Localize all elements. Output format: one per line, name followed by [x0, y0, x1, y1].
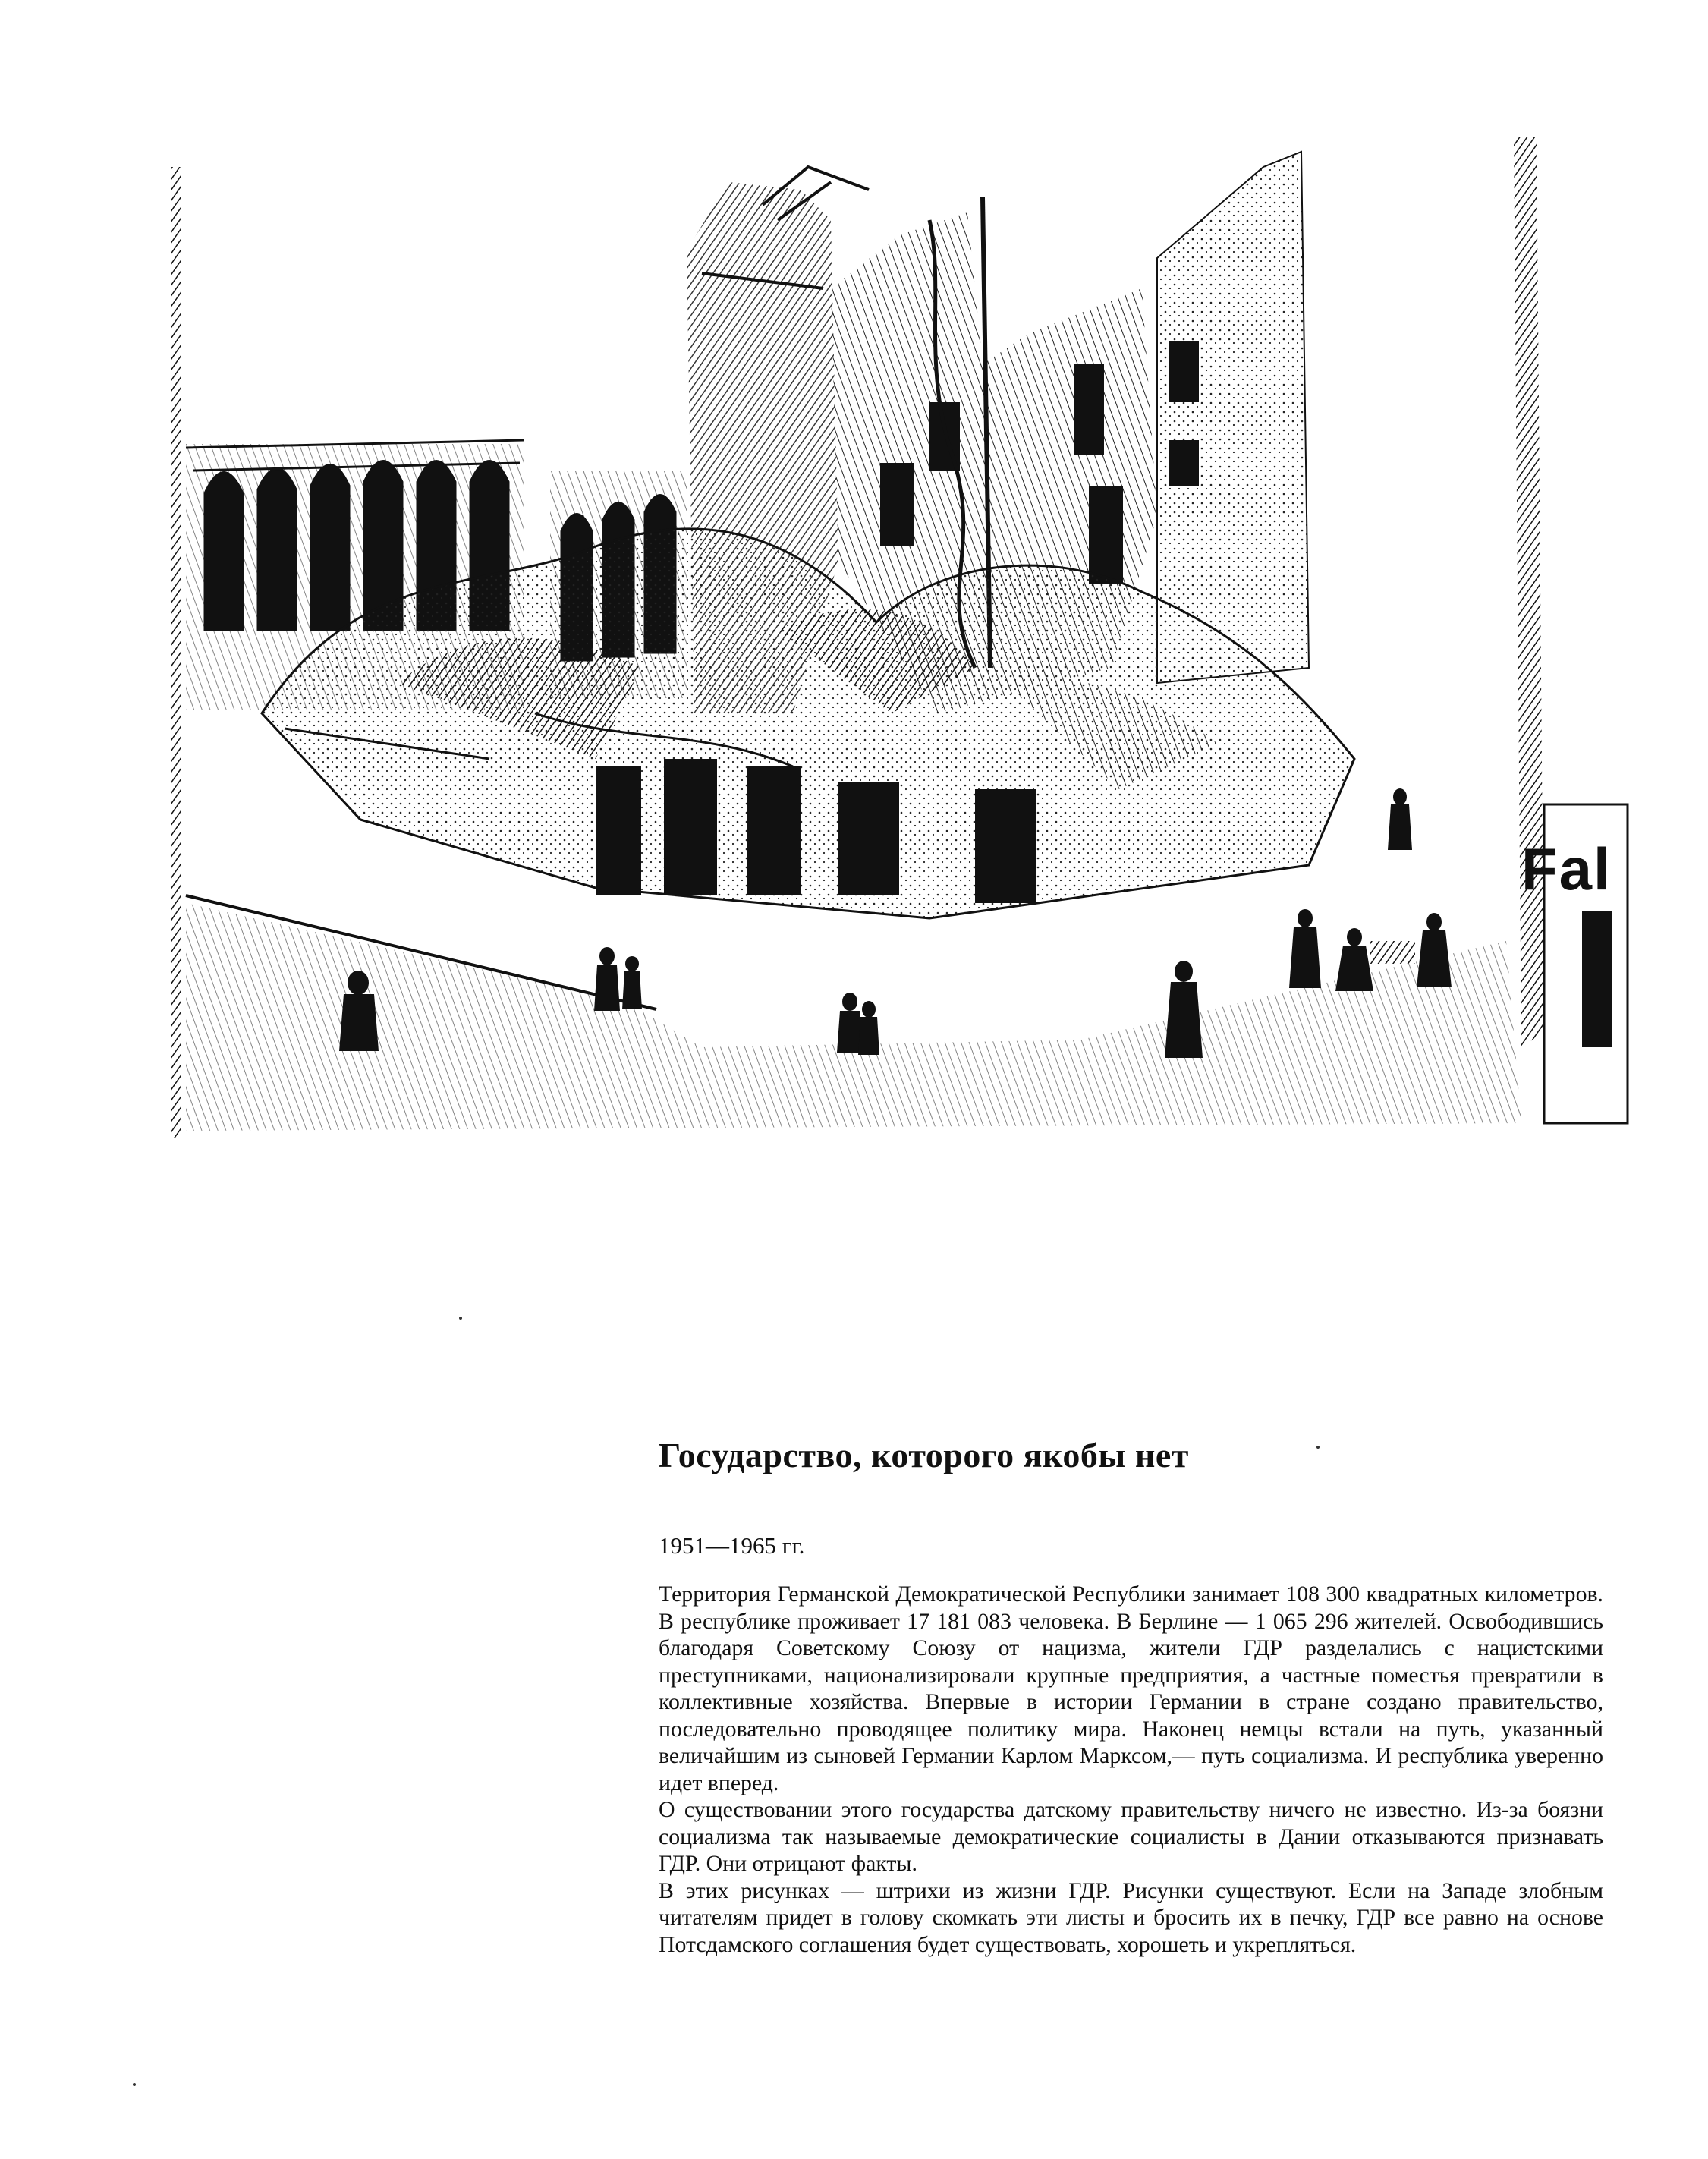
article-title: Государство, которого якобы нет [659, 1436, 1189, 1474]
article [659, 1434, 1603, 1958]
ruins-illustration [171, 137, 1631, 1146]
paragraph: В этих рисунках — штрихи из жизни ГДР. Рисунки существуют. Если на Западе злобным читателям придет в голову скомкать эти листы и бросить их в печку, ГДР все равно на основе Потсдамского соглашения будет существовать, хорошеть и укрепляться. [659, 1877, 1603, 1957]
right-edge-structure [1514, 137, 1628, 1123]
paragraph: Территория Германской Демократической Республики занимает 108 300 квадратных километров. В республике проживает 17 181 083 человека. В Берлине — 1 065 296 жителей. Освободившись благодаря Советскому Союзу от нацизма, жители ГДР разделались с нацистскими преступниками, национализировали крупные предприятия, а частные поместья превратили в коллективные хозяйства. Впервые в истории Германии в стране создано правительство, последовательно проводящее политику мира. Наконец немцы встали на путь, указанный величайшим из сыновей Германии Карлом Марксом,— путь социализма. И республика уверенно идет вперед. [659, 1581, 1603, 1795]
paragraph: О существовании этого государства датскому правительству ничего не известно. Из-за боязни социализма так называемые демократические социалисты в Дании отказываются признавать ГДР. Они отрицают факты. [659, 1797, 1603, 1877]
ruins-drawing [171, 137, 1631, 1146]
print-speck [133, 2083, 136, 2086]
article-body [659, 1581, 1603, 1958]
shop-sign-text: Fal [1521, 836, 1612, 902]
print-speck [459, 1317, 462, 1320]
building-right [1157, 152, 1309, 683]
article-dates: 1951—1965 гг. [659, 1532, 805, 1559]
